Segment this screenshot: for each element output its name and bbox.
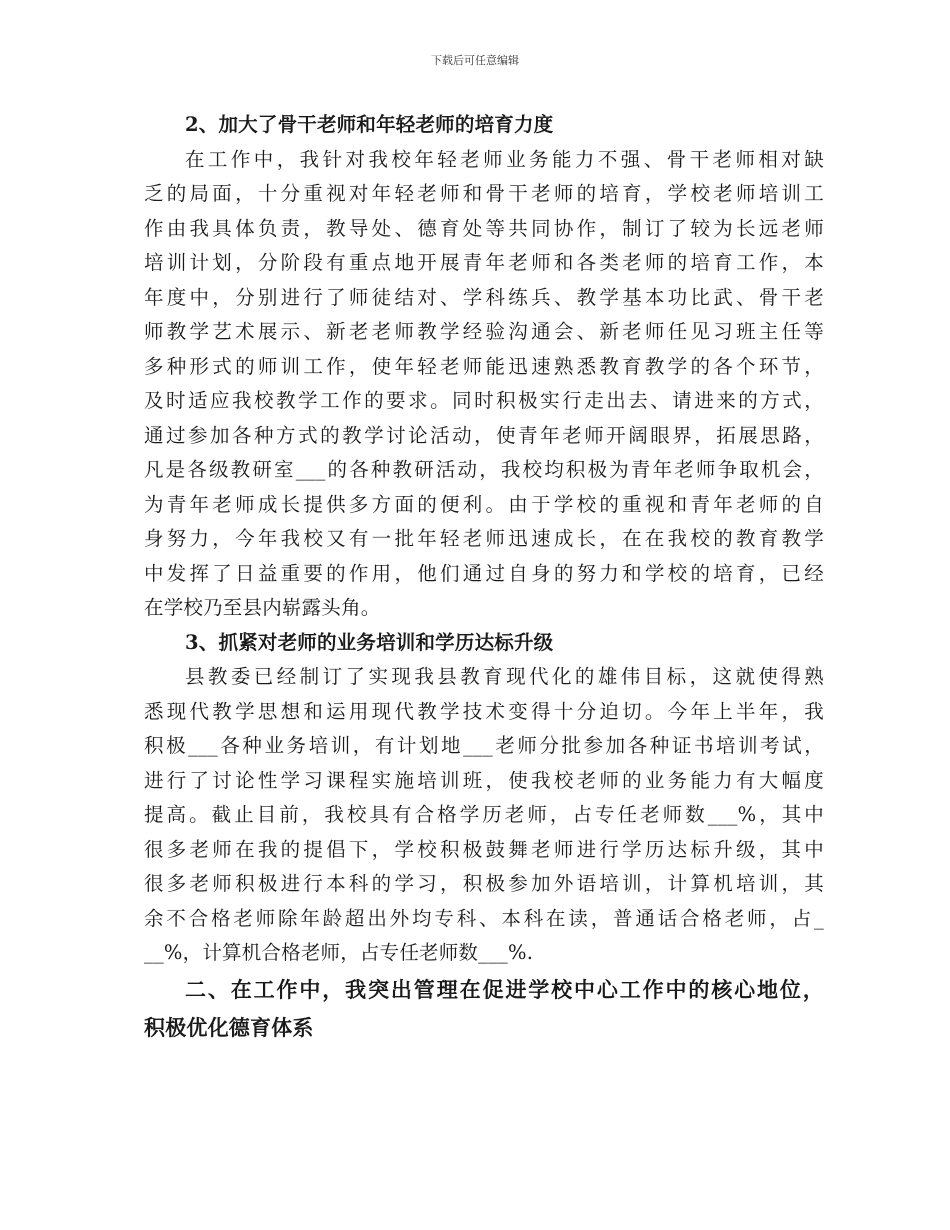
text-line: 提高。截止目前，我校具有合格学历老师，占专任老师数___%，其中 [144, 803, 824, 826]
text-line: 积极___各种业务培训，有计划地___老师分批参加各种证书培训考试， [144, 734, 824, 757]
text-line: 作由我具体负责，教导处、德育处等共同协作，制订了较为长远老师 [144, 216, 824, 240]
part-heading: 二、在工作中，我突出管理在促进学校中心工作中的核心地位， [185, 976, 824, 1002]
section-heading: 2、加大了骨干老师和年轻老师的培育力度 [185, 113, 554, 136]
text-line: 中发挥了日益重要的作用，他们通过自身的努力和学校的培育，已经 [144, 561, 824, 585]
text-line: 多种形式的师训工作，使年轻老师能迅速熟悉教育教学的各个环节， [144, 354, 824, 378]
text-line: 为青年老师成长提供多方面的便利。由于学校的重视和青年老师的自 [144, 492, 824, 516]
text-line: 很多老师积极进行本科的学习，积极参加外语培训，计算机培训，其 [144, 872, 824, 895]
text-line: __%，计算机合格老师，占专任老师数___%. [144, 941, 534, 964]
text-line: 进行了讨论性学习课程实施培训班，使我校老师的业务能力有大幅度 [144, 768, 824, 792]
text-line: 县教委已经制订了实现我县教育现代化的雄伟目标，这就使得熟 [185, 665, 824, 688]
page-header: 下载后可任意编辑 [431, 54, 519, 67]
text-line: 师教学艺术展示、新老老师教学经验沟通会、新老师任见习班主任等 [144, 320, 824, 343]
text-line: 身努力，今年我校又有一批年轻老师迅速成长，在在我校的教育教学 [144, 527, 824, 550]
text-line: 在工作中，我针对我校年轻老师业务能力不强、骨干老师相对缺 [185, 147, 824, 171]
text-line: 悉现代教学思想和运用现代教学技术变得十分迫切。今年上半年，我 [144, 699, 824, 723]
text-line: 及时适应我校教学工作的要求。同时积极实行走出去、请进来的方式， [144, 389, 824, 412]
text-line: 凡是各级教研室___的各种教研活动，我校均积极为青年老师争取机会， [144, 458, 824, 481]
part-heading-continued: 积极优化德育体系 [144, 1014, 314, 1040]
text-line: 余不合格老师除年龄超出外均专科、本科在读，普通话合格老师，占_ [144, 906, 824, 930]
text-line: 很多老师在我的提倡下，学校积极鼓舞老师进行学历达标升级，其中 [144, 837, 824, 861]
text-line: 培训计划，分阶段有重点地开展青年老师和各类老师的培育工作，本 [144, 251, 824, 274]
text-line: 通过参加各种方式的教学讨论活动，使青年老师开阔眼界，拓展思路， [144, 423, 824, 447]
paragraph [144, 660, 824, 971]
text-line: 年度中，分别进行了师徒结对、学科练兵、教学基本功比武、骨干老 [144, 285, 824, 309]
text-line: 在学校乃至县内崭露头角。 [144, 596, 381, 619]
document-body [144, 108, 824, 1047]
text-line: 乏的局面，十分重视对年轻老师和骨干老师的培育，学校老师培训工 [144, 182, 824, 205]
section-heading: 3、抓紧对老师的业务培训和学历达标升级 [185, 630, 554, 654]
paragraph [144, 143, 824, 626]
